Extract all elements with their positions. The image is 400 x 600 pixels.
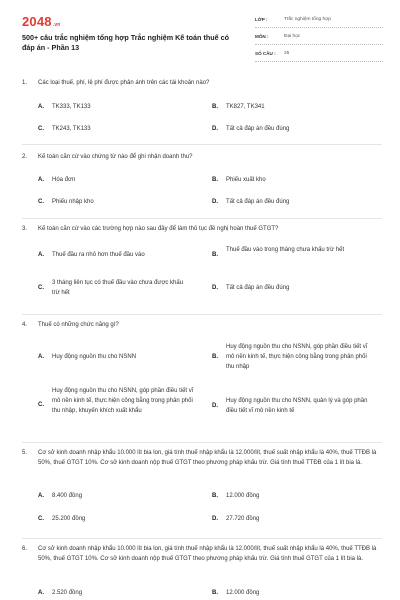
option-letter: B. xyxy=(212,104,218,110)
question-5-stem xyxy=(22,448,382,468)
question-3-stem xyxy=(22,224,382,234)
option-text: 25.200 đồng xyxy=(52,516,86,522)
meta-subject-row xyxy=(255,31,383,45)
question-1-number: 1. xyxy=(22,80,28,86)
meta-count-row xyxy=(255,48,383,62)
question-5-option-a[interactable] xyxy=(38,491,203,501)
option-text: Tất cả đáp án đều đúng xyxy=(226,285,290,291)
option-letter: C. xyxy=(38,516,44,522)
option-letter: B. xyxy=(212,493,218,499)
option-text: 12.000 đồng xyxy=(226,590,260,596)
question-4-number: 4. xyxy=(22,322,28,328)
question-4-option-b[interactable] xyxy=(212,342,372,372)
meta-class-row xyxy=(255,14,383,28)
option-text: TK243, TK133 xyxy=(52,126,91,132)
option-text: 27.720 đồng xyxy=(226,516,260,522)
logo-sub: .vn xyxy=(52,22,61,28)
option-text: Thuế đầu vào trong tháng chưa khấu trừ hết xyxy=(226,247,345,253)
option-text: Huy động nguồn thu cho NSNN, quản lý và góp phần điều tiết vĩ mô nền kinh tế xyxy=(226,398,368,414)
option-letter: B. xyxy=(212,354,218,360)
option-text: 12.000 đồng xyxy=(226,493,260,499)
question-3-option-c[interactable] xyxy=(38,278,188,298)
option-text: TK333, TK133 xyxy=(52,104,91,110)
meta-class-label: LỚP : xyxy=(255,17,268,22)
option-text: 8.400 đồng xyxy=(52,493,83,499)
question-2-option-b[interactable] xyxy=(212,175,377,185)
site-logo[interactable] xyxy=(22,14,61,29)
meta-count-label: SỐ CÂU : xyxy=(255,51,276,56)
option-letter: D. xyxy=(212,199,218,205)
question-1-option-b[interactable] xyxy=(212,102,377,112)
question-1-text: Các loại thuế, phí, lệ phí được phản ánh trên các tài khoản nào? xyxy=(38,80,210,86)
question-5-text: Cơ sở kinh doanh nhập khẩu 10.000 lít bia lon, giá tính thuế nhập khẩu là 12.000/lít, thuế suất nhập khẩu là 40%, thuế TTĐB là 50%, thuế GTGT 10%. Cơ sở kinh doanh nộp thuế GTGT theo phương pháp khấu trừ. Giá tính thuế TTĐB của 1 lít bia là. xyxy=(38,450,377,466)
question-3-option-b[interactable] xyxy=(212,245,377,258)
question-5-option-b[interactable] xyxy=(212,491,377,501)
option-letter: D. xyxy=(212,403,218,409)
option-text: Huy động nguồn thu cho NSNN, góp phần điều tiết vĩ mô nền kinh tế, thực hiện công bằng trong phân phối thu nhập, khuyến khích xuất khẩu xyxy=(52,388,194,414)
question-5 xyxy=(22,448,382,522)
question-2 xyxy=(22,152,382,205)
option-letter: C. xyxy=(38,199,44,205)
meta-panel xyxy=(255,14,383,65)
question-divider xyxy=(22,218,382,219)
option-text: Phiếu nhập kho xyxy=(52,199,94,205)
question-6 xyxy=(22,544,382,596)
question-divider xyxy=(22,144,382,145)
option-letter: D. xyxy=(212,126,218,132)
option-letter: C. xyxy=(38,285,44,291)
question-3-text: Kế toán căn cứ vào các trường hợp nào sau đây để làm thủ tục đề nghị hoàn thuế GTGT? xyxy=(38,226,279,232)
meta-subject-label: MÔN : xyxy=(255,34,269,39)
option-text: 2.520 đồng xyxy=(52,590,83,596)
meta-count-value: 25 xyxy=(284,51,290,56)
question-2-option-c[interactable] xyxy=(38,197,203,207)
option-letter: A. xyxy=(38,590,44,596)
question-6-option-b[interactable] xyxy=(212,588,377,598)
question-1-stem xyxy=(22,78,382,88)
question-6-text: Cơ sở kinh doanh nhập khẩu 10.000 lít bia lon, giá tính thuế nhập khẩu là 12.000/lít, thuế suất nhập khẩu là 40%, thuế TTĐB là 50%, thuế GTGT 10%. Cơ sở kinh doanh nộp thuế GTGT theo phương pháp khấu trừ. Giá tính thuế GTGT của 1 lít bia là. xyxy=(38,546,377,562)
option-text: Thuế đầu ra nhỏ hơn thuế đầu vào xyxy=(52,252,145,258)
question-1-option-c[interactable] xyxy=(38,124,203,134)
option-text: Huy động nguồn thu cho NSNN, góp phần điều tiết vĩ mô nền kinh tế, thực hiện công bằng trong phân phối thu nhập xyxy=(226,344,368,370)
option-letter: D. xyxy=(212,516,218,522)
option-letter: B. xyxy=(212,590,218,596)
question-2-option-a[interactable] xyxy=(38,175,203,185)
question-3-option-a[interactable] xyxy=(38,250,203,260)
question-4-stem xyxy=(22,320,382,330)
question-2-text: Kế toán căn cứ vào chứng từ nào để ghi nhận doanh thu? xyxy=(38,154,193,160)
option-letter: C. xyxy=(38,126,44,132)
question-2-number: 2. xyxy=(22,154,28,160)
option-text: 3 tháng liên tục có thuế đầu vào chưa được khấu trừ hết xyxy=(52,280,184,296)
document-title: 500+ câu trắc nghiệm tổng hợp Trắc nghiệm Kế toán thuế có đáp án - Phần 13 xyxy=(22,33,229,52)
question-2-option-d[interactable] xyxy=(212,197,377,207)
question-divider xyxy=(22,538,382,539)
question-3 xyxy=(22,224,382,296)
option-text: Tất cả đáp án đều đúng xyxy=(226,126,290,132)
meta-subject-value: Đại học xyxy=(284,34,301,39)
option-text: Phiếu xuất kho xyxy=(226,177,266,183)
option-letter: A. xyxy=(38,252,44,258)
question-divider xyxy=(22,442,382,443)
question-divider xyxy=(22,314,382,315)
question-3-option-d[interactable] xyxy=(212,283,377,293)
option-letter: A. xyxy=(38,177,44,183)
meta-class-value: Trắc nghiệm tổng hợp xyxy=(284,17,331,22)
option-letter: B. xyxy=(212,177,218,183)
question-6-option-a[interactable] xyxy=(38,588,203,598)
option-text: Tất cả đáp án đều đúng xyxy=(226,199,290,205)
question-1 xyxy=(22,78,382,132)
question-4-text: Thuế có những chức năng gì? xyxy=(38,322,119,328)
question-1-option-d[interactable] xyxy=(212,124,377,134)
question-5-option-d[interactable] xyxy=(212,514,377,524)
question-2-stem xyxy=(22,152,382,162)
page-header xyxy=(22,14,382,62)
question-4-option-a[interactable] xyxy=(38,352,203,362)
question-4-option-d[interactable] xyxy=(212,396,377,416)
option-text: Huy động nguồn thu cho NSNN xyxy=(52,354,137,360)
option-letter: A. xyxy=(38,493,44,499)
option-text: TK827, TK341 xyxy=(226,104,265,110)
question-1-option-a[interactable] xyxy=(38,102,203,112)
question-6-number: 6. xyxy=(22,546,28,552)
question-4-option-c[interactable] xyxy=(38,386,198,416)
question-3-number: 3. xyxy=(22,226,28,232)
option-letter: A. xyxy=(38,354,44,360)
option-letter: D. xyxy=(212,285,218,291)
option-letter: C. xyxy=(38,402,44,408)
question-6-stem xyxy=(22,544,382,564)
option-letter: B. xyxy=(212,252,218,258)
question-5-option-c[interactable] xyxy=(38,514,203,524)
question-4 xyxy=(22,320,382,414)
option-letter: A. xyxy=(38,104,44,110)
option-text: Hóa đơn xyxy=(52,177,76,183)
question-5-number: 5. xyxy=(22,450,28,456)
logo-main: 2048 xyxy=(22,14,52,29)
